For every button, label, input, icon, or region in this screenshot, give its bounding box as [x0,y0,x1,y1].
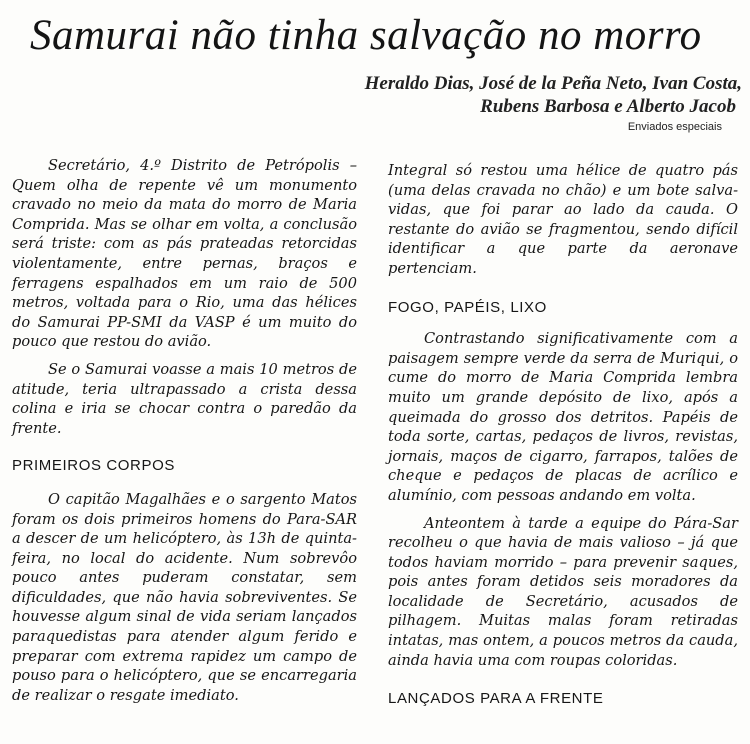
section-subhead: PRIMEIROS CORPOS [12,457,175,475]
headline: Samurai não tinha salvação no morro [30,12,702,59]
paragraph: O capitão Magalhães e o sargento Matos foram os dois primeiros homens do Para-SAR a descer de um helicóptero, às 13h de quinta-feira, no local do acidente. Num sobrevôo pouco antes puderam constatar, sem dificuldades, que não havia sobreviventes. Se houvesse algum sinal de vida seriam lançados paraquedistas para atender algum ferido e preparar com extrema rapidez um campo de pouso para o helicóptero, que se encarregaria de realizar o resgate imediato. [12,490,357,704]
section-subhead: FOGO, PAPÉIS, LIXO [388,298,547,316]
byline-authors-line-1: Heraldo Dias, José de la Peña Neto, Ivan Costa, [364,73,742,94]
right-column [388,161,738,721]
paragraph: Se o Samurai voasse a mais 10 metros de atitude, teria ultrapassado a crista dessa colina e iria se chocar contra o paredão da frente. [12,360,357,437]
byline-note: Enviados especiais [627,121,722,133]
left-column [12,156,357,705]
paragraph: Integral só restou uma hélice de quatro pás (uma delas cravada no chão) e um bote salva-vidas, que foi parar ao lado da cauda. O restante do avião se fragmentou, sendo difícil identificar a que parte da aeronave pertenciam. [388,162,738,277]
byline-authors-line-2: Rubens Barbosa e Alberto Jacob [480,96,736,117]
paragraph: Contrastando significativamente com a paisagem sempre verde da serra de Muriqui, o cume do morro de Maria Comprida lembra muito um grande depósito de lixo, após a queimada do grosso dos detritos. Papéis de toda sorte, cartas, pedaços de livros, revistas, jornais, maços de cigarro, farrapos, talões de cheque e pedaços de placas de acrílico e alumínio, com pessoas andando em volta. [388,330,738,504]
paragraph: Anteontem à tarde a equipe do Pára-Sar recolheu o que havia de mais valioso – já que todos haviam morrido – para prevenir saques, pois antes foram detidos seis moradores da localidade de Secretário, acusados de pilhagem. Muitas malas foram retiradas intatas, mas ontem, a poucos metros da cauda, ainda havia uma com roupas coloridas. [388,514,738,669]
section-subhead: LANÇADOS PARA A FRENTE [388,690,604,708]
paragraph: Secretário, 4.º Distrito de Petrópolis – Quem olha de repente vê um monumento cravado no meio da mata do morro de Maria Comprida. Mas se olhar em volta, a conclusão será triste: com as pás prateadas retorcidas violentamente, entre pernas, braços e ferragens espalhados em um raio de 500 metros, voltada para o Rio, uma das hélices do Samurai PP-SMI da VASP é um muito do pouco que restou do avião. [12,157,357,351]
